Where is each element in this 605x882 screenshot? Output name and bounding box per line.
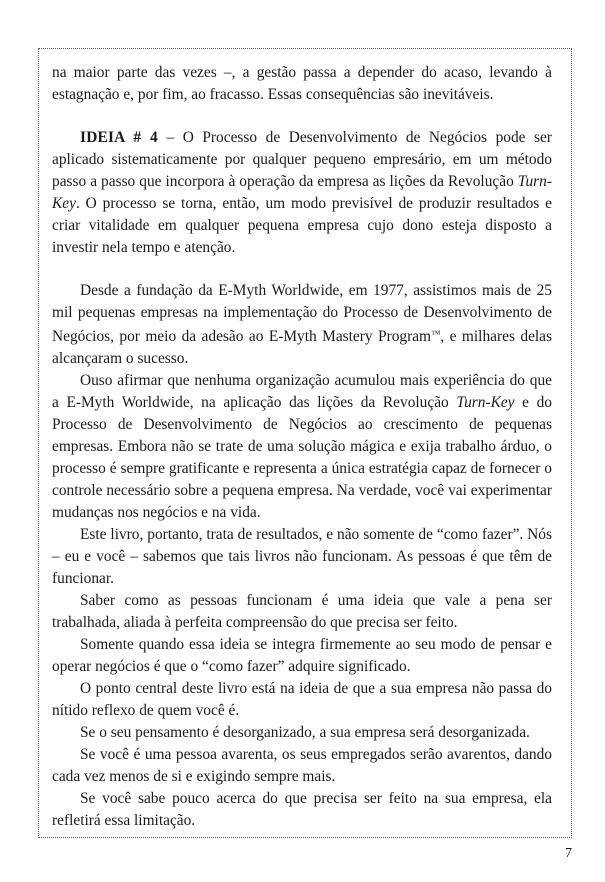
text-run-trademark: ™ bbox=[431, 329, 441, 340]
text-run-italic: Turn-Key bbox=[456, 394, 515, 411]
paragraph-p10-se-voce-avarenta: Se você é uma pessoa avarenta, os seus empregados serão avarentos, dando cada vez menos de si e exigindo sempre mais. bbox=[52, 746, 552, 785]
text-run-italic: Turn-Key bbox=[52, 173, 552, 212]
text-run-bold: IDEIA # 4 bbox=[80, 129, 158, 146]
paragraph-p4-ouso-afirmar: Ouso afirmar que nenhuma organização acumulou mais experiência do que a E-Myth Worldwide, na aplicação das lições da Revolução Turn-Key e do Processo de Desenvolvimento de Negócios ao crescimento de pequenas empresas. Embora não se trate de uma solução mágica e exija trabalho árduo, o processo é sempre gratificante e representa a única estratégia capaz de fornecer o controle necessário sobre a pequena empresa. Na verdade, você vai experimentar mudanças nos negócios e na vida. bbox=[52, 372, 553, 521]
paragraph-p8-o-ponto-central: O ponto central deste livro está na ideia de que a sua empresa não passa do nítido reflexo de quem você é. bbox=[52, 680, 552, 719]
paragraph-p3-desde-a-fundacao: Desde a fundação da E-Myth Worldwide, em 1977, assistimos mais de 25 mil pequenas empresas na implementação do Processo de Desenvolvimento de Negócios, por meio da adesão ao E-Myth Mastery Program™, e milhares delas alcançaram o sucesso. bbox=[52, 282, 552, 367]
paragraph-p11-se-voce-sabe-pouco: Se você sabe pouco acerca do que precisa ser feito na sua empresa, ela refletirá essa limitação. bbox=[52, 790, 552, 829]
paragraph-p2-ideia-4: IDEIA # 4 – O Processo de Desenvolvimento de Negócios pode ser aplicado sistematicamente por qualquer pequeno empresário, em um método passo a passo que incorpora à operação da empresa as lições da Revolução Turn-Key. O processo se torna, então, um modo previsível de produzir resultados e criar vitalidade em qualquer pequena empresa cujo dono esteja disposto a investir nela tempo e atenção. bbox=[52, 129, 552, 256]
paragraph-p9-se-o-seu-pensamento: Se o seu pensamento é desorganizado, a sua empresa será desorganizada. bbox=[80, 724, 530, 741]
paragraph-p7-somente-quando: Somente quando essa ideia se integra firmemente ao seu modo de pensar e operar negócios é que o “como fazer” adquire significado. bbox=[52, 636, 552, 675]
page-number: 7 bbox=[565, 846, 572, 861]
paragraph-p1-continuation: na maior parte das vezes –, a gestão passa a depender do acaso, levando à estagnação e, por fim, ao fracasso. Essas consequências são inevitáveis. bbox=[52, 64, 552, 103]
body-text-column bbox=[52, 62, 552, 832]
paragraph-p5-este-livro: Este livro, portanto, trata de resultados, e não somente de “como fazer”. Nós – eu e você – sabemos que tais livros não funcionam. As pessoas é que têm de funcionar. bbox=[52, 526, 552, 587]
paragraph-p6-saber-como: Saber como as pessoas funcionam é uma ideia que vale a pena ser trabalhada, aliada à perfeita compreensão do que precisa ser feito. bbox=[52, 592, 552, 631]
